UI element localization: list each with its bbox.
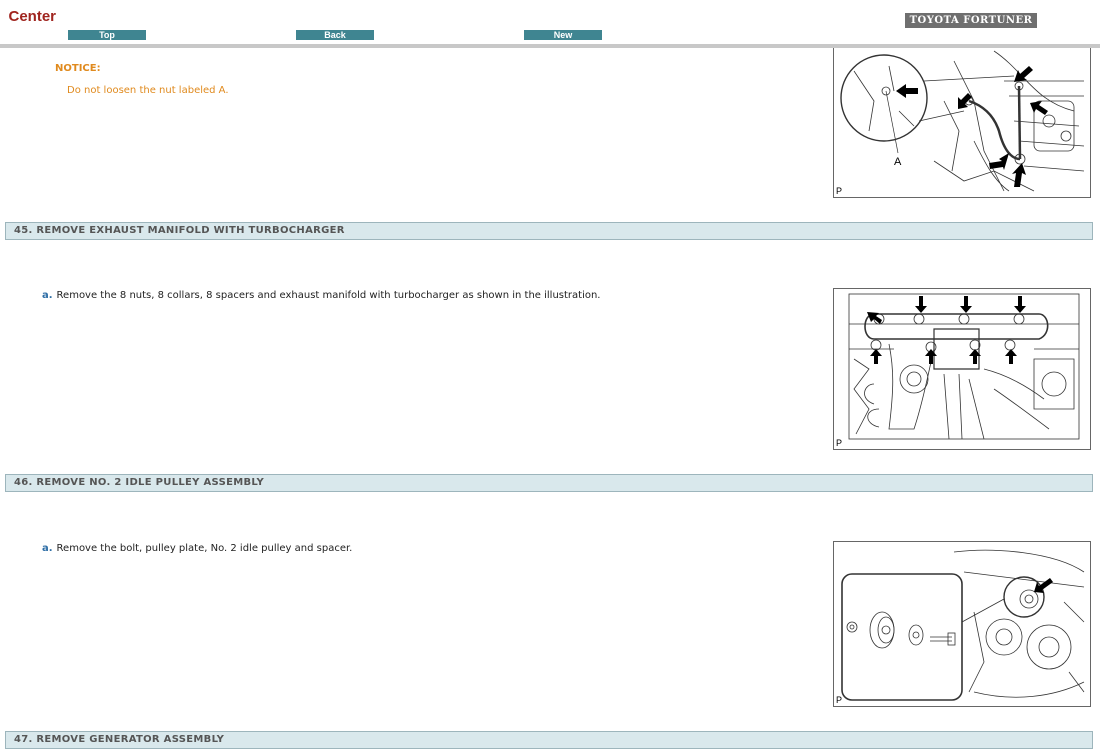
exhaust-manifold-illustration bbox=[833, 288, 1091, 450]
app-title: Center bbox=[8, 8, 56, 25]
app-title-clip bbox=[0, 0, 60, 30]
back-button[interactable]: Back bbox=[296, 30, 374, 40]
section-header-46: 46. REMOVE NO. 2 IDLE PULLEY ASSEMBLY bbox=[5, 474, 1093, 492]
new-button[interactable]: New bbox=[524, 30, 602, 40]
turbo-oil-pipe-drawing bbox=[834, 41, 1091, 198]
figure-p-label: P bbox=[836, 695, 843, 705]
model-badge: TOYOTA FORTUNER bbox=[905, 13, 1037, 28]
step-letter: a. bbox=[42, 290, 53, 301]
idle-pulley-illustration bbox=[833, 541, 1091, 707]
section-header-47: 47. REMOVE GENERATOR ASSEMBLY bbox=[5, 731, 1093, 749]
callout-a-label: A bbox=[894, 156, 902, 168]
figure-p-label: P bbox=[836, 438, 843, 448]
step-text: Remove the 8 nuts, 8 collars, 8 spacers and exhaust manifold with turbocharger as shown in the illustration. bbox=[56, 290, 601, 301]
idle-pulley-drawing bbox=[834, 542, 1091, 707]
figure-p-label: P bbox=[836, 186, 843, 196]
top-button[interactable]: Top bbox=[68, 30, 146, 40]
step-letter: a. bbox=[42, 543, 53, 554]
turbo-oil-pipe-illustration bbox=[833, 40, 1091, 198]
page-header bbox=[0, 0, 1100, 48]
step-45a bbox=[42, 290, 601, 301]
section-header-45: 45. REMOVE EXHAUST MANIFOLD WITH TURBOCHARGER bbox=[5, 222, 1093, 240]
exhaust-manifold-drawing bbox=[834, 289, 1091, 450]
notice-label: NOTICE: bbox=[55, 63, 101, 74]
notice-text: Do not loosen the nut labeled A. bbox=[67, 85, 229, 96]
step-text: Remove the bolt, pulley plate, No. 2 idle pulley and spacer. bbox=[56, 543, 353, 554]
step-46a bbox=[42, 543, 352, 554]
